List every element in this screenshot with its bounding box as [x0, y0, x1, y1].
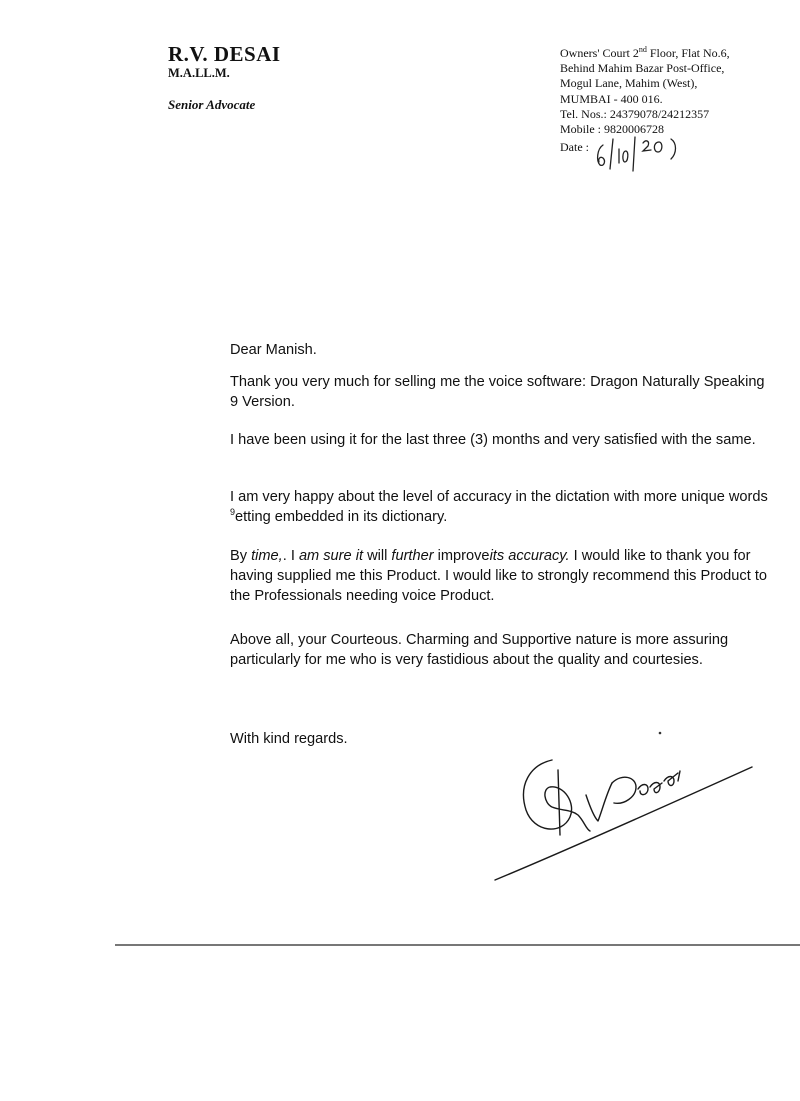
page-divider	[115, 944, 800, 946]
p4-italic: am sure it	[298, 548, 364, 564]
sender-address	[560, 42, 730, 137]
handwritten-date	[593, 133, 688, 173]
p4-text: will	[363, 548, 392, 564]
address-line: Behind Mahim Bazar Post-Office,	[560, 61, 725, 76]
paragraph-recommendation	[230, 546, 770, 606]
p3-text-a: I am very happy about the level of accuracy in the dictation with more unique words	[230, 489, 768, 505]
address-line: Tel. Nos.: 24379078/24212357	[560, 106, 710, 121]
p4-text: By	[230, 548, 252, 564]
signature-dot	[659, 732, 662, 735]
address-line: MUMBAI - 400 016.	[560, 91, 663, 106]
p4-text: improve	[433, 548, 490, 564]
signature	[490, 725, 760, 885]
paragraph-usage: I have been using it for the last three (3) months and very satisfied with the same.	[230, 432, 756, 448]
salutation: Dear Manish.	[230, 342, 317, 358]
sender-designation: Senior Advocate	[168, 97, 256, 112]
address-line: Owners' Court 2nd Floor, Flat No.6,	[560, 45, 730, 60]
p3-text-b: etting embedded in its dictionary.	[235, 509, 448, 525]
paragraph-thanks: Thank you very much for selling me the voice software: Dragon Naturally Speaking 9 Version.	[230, 374, 765, 410]
p4-italic: time,	[251, 548, 283, 564]
p4-text: I would like to thank you for having supplied me this Product. I would like to strongly recommend this Product to the Professionals needing voice Product.	[230, 548, 767, 604]
p3-superscript: 9	[230, 507, 236, 518]
closing: With kind regards.	[230, 731, 348, 747]
sender-name: R.V. DESAI	[168, 42, 281, 66]
paragraph-courtesy: Above all, your Courteous. Charming and Supportive nature is more assuring particularly for me who is very fastidious about the quality and courtesies.	[230, 632, 729, 668]
p4-text: . I	[282, 548, 299, 564]
address-line: Mogul Lane, Mahim (West),	[560, 76, 698, 91]
address-line: Mobile : 9820006728	[560, 122, 664, 137]
sender-degree: M.A.LL.M.	[168, 66, 230, 80]
paragraph-accuracy	[230, 487, 770, 527]
p4-italic: its accuracy.	[489, 548, 570, 564]
date-label: Date :	[560, 140, 589, 154]
p4-italic: further	[391, 548, 434, 564]
